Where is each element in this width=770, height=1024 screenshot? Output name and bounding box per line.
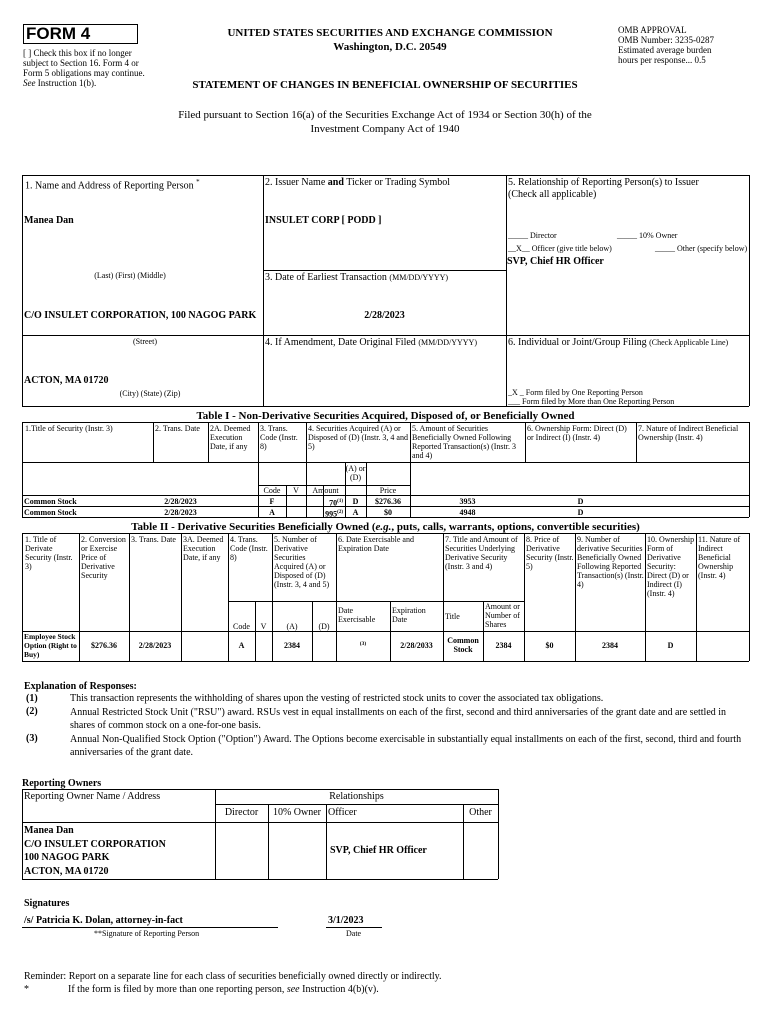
- t1-h4: 4. Securities Acquired (A) or Disposed of (D) (Instr. 3, 4 and 5): [308, 424, 408, 451]
- box4-label: 4. If Amendment, Date Original Filed (MM/DD/YYYY): [265, 337, 477, 348]
- t2-h11: 11. Nature of Indirect Beneficial Ownership (Instr. 4): [698, 535, 741, 580]
- earliest-transaction-date: 2/28/2023: [364, 310, 405, 321]
- reporting-person-city: ACTON, MA 01720: [24, 375, 109, 386]
- owners-heading: Reporting Owners: [22, 778, 102, 789]
- t2-h3: 3. Trans. Date: [131, 535, 176, 544]
- hours-per-response: hours per response... 0.5: [618, 55, 706, 65]
- owners-col-name: Reporting Owner Name / Address: [24, 791, 161, 802]
- street-label: (Street): [133, 337, 157, 346]
- officer-title: SVP, Chief HR Officer: [507, 256, 604, 267]
- signer-name: /s/ Patricia K. Dolan, attorney-in-fact: [24, 915, 183, 926]
- check-box-note: [ ] Check this box if no longer subject to Section 16. Form 4 or Form 5 obligations may continue. See Instruction 1(b).: [23, 48, 145, 88]
- box3-label: 3. Date of Earliest Transaction (MM/DD/YYYY): [265, 272, 449, 283]
- reporting-person-name: Manea Dan: [24, 215, 74, 226]
- t1-h7: 7. Nature of Indirect Beneficial Ownership (Instr. 4): [638, 424, 739, 442]
- filed-by-more: ___ Form filed by More than One Reporting Person: [508, 397, 675, 406]
- reminder: Reminder: Report on a separate line for each class of securities beneficially owned directly or indirectly.: [24, 971, 442, 982]
- officer-checkbox: __X__ Officer (give title below): [508, 244, 612, 253]
- t2-sub-exercisable: Date Exercisable: [338, 606, 376, 624]
- owner-address: Manea Dan C/O INSULET CORPORATION 100 NAGOG PARK ACTON, MA 01720: [24, 825, 166, 877]
- signature-label: **Signature of Reporting Person: [94, 929, 200, 938]
- t2-h9: 9. Number of derivative Securities Beneficially Owned Following Reported Transaction(s) (Instr. 4): [577, 535, 644, 589]
- omb-box: [618, 25, 758, 65]
- estimated-burden: Estimated average burden: [618, 45, 712, 55]
- t1-sub-v: V: [293, 486, 299, 495]
- t2-h6: 6. Date Exercisable and Expiration Date: [338, 535, 414, 553]
- t1-h2a: 2A. Deemed Execution Date, if any: [210, 424, 251, 451]
- filed-pursuant: Filed pursuant to Section 16(a) of the Securities Exchange Act of 1934 or Section 30(h) of the Investment Company Act of 1940: [178, 109, 592, 135]
- owners-col-other: Other: [469, 807, 492, 818]
- box5-label: 5. Relationship of Reporting Person(s) to Issuer (Check all applicable): [508, 177, 699, 200]
- t2-h1: 1. Title of Derivate Security (Instr. 3): [25, 535, 73, 571]
- t1-sub-price: Price: [379, 486, 397, 495]
- box1-label: 1. Name and Address of Reporting Person *: [25, 178, 200, 192]
- t1-sub-aord: (A) or (D): [345, 464, 366, 482]
- omb-approval: OMB APPROVAL: [618, 25, 687, 35]
- box2-label: 2. Issuer Name and Ticker or Trading Symbol: [265, 177, 451, 188]
- reporting-person-street: C/O INSULET CORPORATION, 100 NAGOG PARK: [24, 310, 257, 321]
- t2-sub-shares: Amount or Number of Shares: [485, 602, 520, 629]
- t2-h5: 5. Number of Derivative Securities Acquired (A) or Disposed of (D) (Instr. 3, 4 and 5): [274, 535, 330, 589]
- explanation-heading: Explanation of Responses:: [24, 681, 137, 692]
- name-parts-label: (Last) (First) (Middle): [94, 271, 166, 280]
- owners-col-ten-pct: 10% Owner: [272, 807, 322, 818]
- t2-h3a: 3A. Deemed Execution Date, if any: [183, 535, 224, 562]
- t1-h1: 1.Title of Security (Instr. 3): [25, 424, 113, 433]
- city-label: (City) (State) (Zip): [119, 389, 181, 398]
- t2-sub-a: (A): [286, 622, 298, 631]
- t1-h2: 2. Trans. Date: [155, 424, 200, 433]
- owner-officer-title: SVP, Chief HR Officer: [330, 845, 427, 856]
- footer-note: * If the form is filed by more than one reporting person, see Instruction 4(b)(v).: [24, 984, 379, 995]
- t2-sub-code: Code: [233, 622, 250, 631]
- t1-h6: 6. Ownership Form: Direct (D) or Indirect (I) (Instr. 4): [527, 424, 627, 442]
- t2-h10: 10. Ownership Form of Derivative Security: Direct (D) or Indirect (I) (Instr. 4): [647, 535, 695, 598]
- t2-sub-title: Title: [445, 612, 460, 621]
- t2-sub-v: V: [260, 622, 267, 631]
- t2-h4: 4. Trans. Code (Instr. 8): [230, 535, 268, 562]
- director-checkbox: _____ Director: [508, 231, 557, 240]
- omb-number: OMB Number: 3235-0287: [618, 35, 714, 45]
- table2-title: Table II - Derivative Securities Beneficially Owned (e.g., puts, calls, warrants, options, convertible securities): [131, 521, 640, 533]
- owners-col-director: Director: [224, 807, 259, 818]
- t2-h2: 2. Conversion or Exercise Price of Derivative Security: [81, 535, 126, 580]
- commission-location: Washington, D.C. 20549: [333, 41, 447, 53]
- form-title-box: [23, 24, 138, 44]
- t1-h5: 5. Amount of Securities Beneficially Owned Following Reported Transaction(s) (Instr. 3 and 4): [412, 424, 516, 460]
- owners-col-relationships: Relationships: [329, 791, 384, 802]
- signature-date: 3/1/2023: [328, 915, 364, 926]
- owners-col-officer: Officer: [328, 807, 357, 818]
- issuer-name: INSULET CORP [ PODD ]: [265, 215, 382, 226]
- t1-sub-amount: Amount: [312, 486, 339, 495]
- t2-sub-expiration: Expiration Date: [392, 606, 426, 624]
- form-title: FORM 4: [26, 24, 91, 43]
- signatures-heading: Signatures: [24, 898, 70, 909]
- box6-label: 6. Individual or Joint/Group Filing (Check Applicable Line): [508, 337, 729, 348]
- commission-name: UNITED STATES SECURITIES AND EXCHANGE COMMISSION: [227, 27, 553, 39]
- t2-sub-d: (D): [318, 622, 330, 631]
- signature-date-label: Date: [346, 929, 362, 938]
- filed-by-one: _X _ Form filed by One Reporting Person: [508, 388, 643, 397]
- t2-h7: 7. Title and Amount of Securities Underlying Derivative Security (Instr. 3 and 4): [445, 535, 518, 571]
- other-checkbox: _____ Other (specify below): [655, 244, 748, 253]
- table1-title: Table I - Non-Derivative Securities Acquired, Disposed of, or Beneficially Owned: [196, 410, 575, 422]
- t1-h3: 3. Trans. Code (Instr. 8): [260, 424, 298, 451]
- ten-pct-owner-checkbox: _____ 10% Owner: [617, 231, 678, 240]
- t1-sub-code: Code: [263, 486, 281, 495]
- t2-h8: 8. Price of Derivative Security (Instr. 5): [526, 535, 574, 571]
- statement-title: STATEMENT OF CHANGES IN BENEFICIAL OWNERSHIP OF SECURITIES: [192, 79, 578, 91]
